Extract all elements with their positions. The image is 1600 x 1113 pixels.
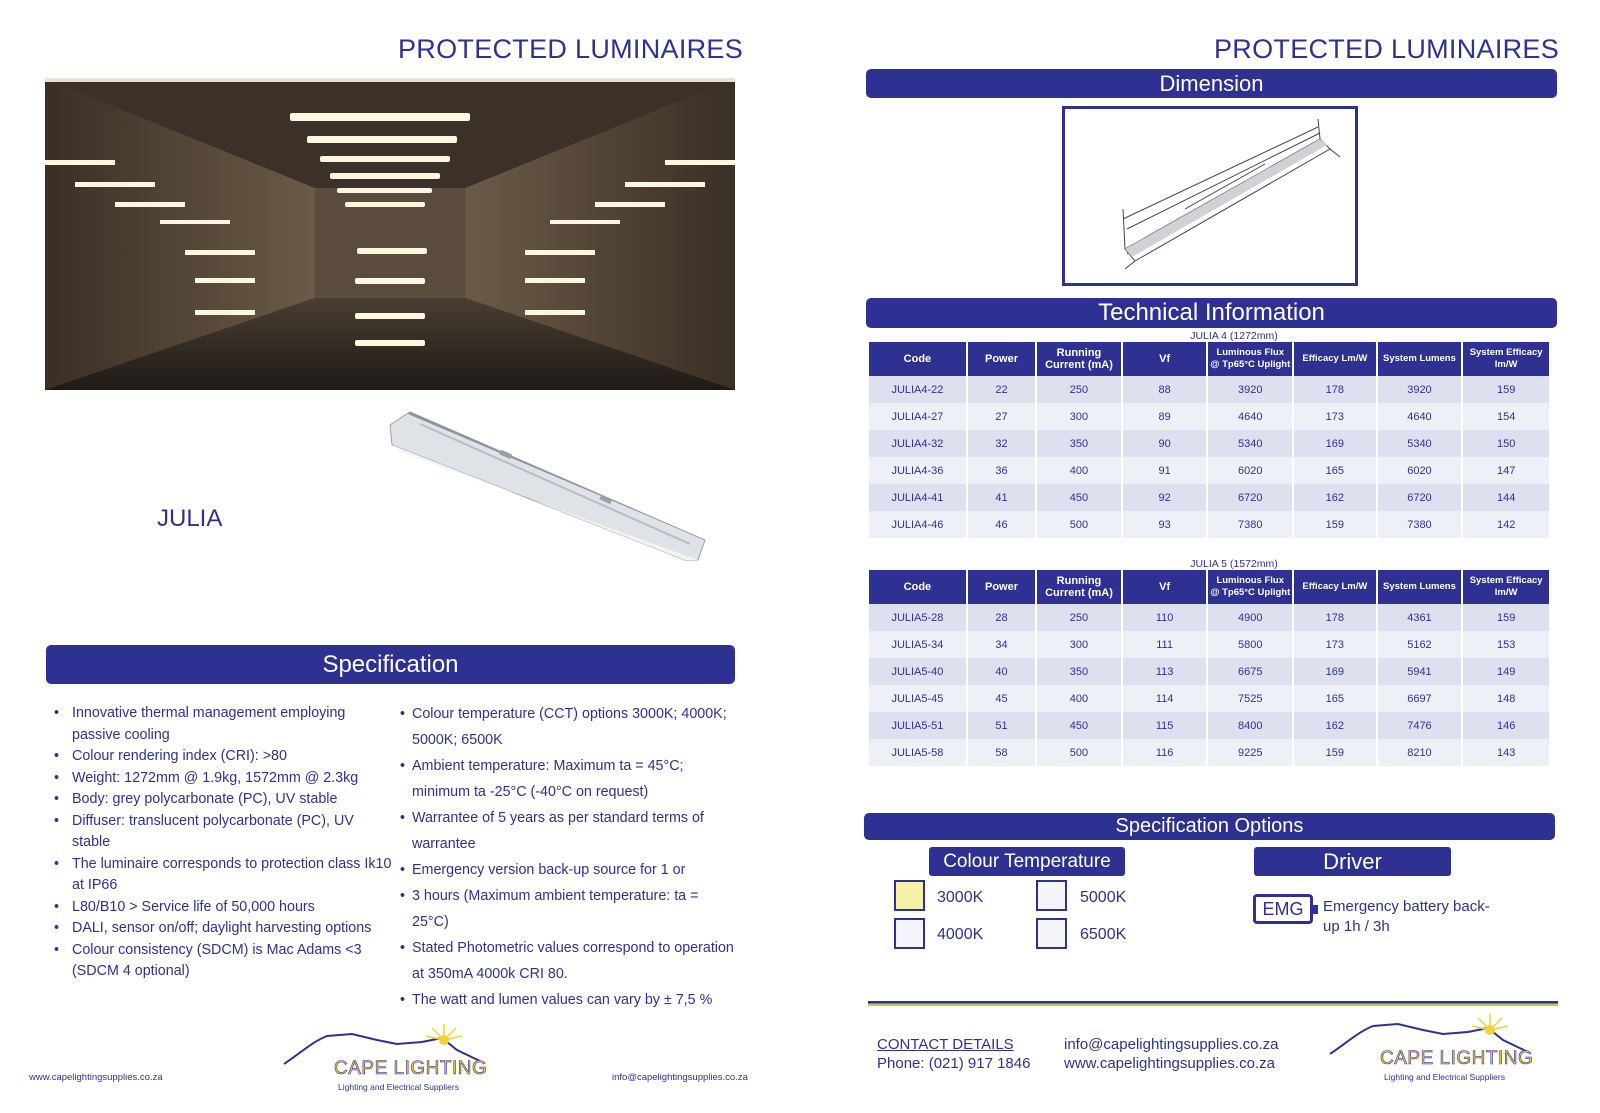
spec-item: • Weight: 1272mm @ 1.9kg, 1572mm @ 2.3kg	[50, 768, 395, 790]
table-cell: 149	[1462, 658, 1550, 685]
spec-item: • Innovative thermal management employing passive cooling	[50, 703, 395, 746]
header-text: Efficacy Lm/W	[1302, 581, 1368, 592]
table-cell: 159	[1462, 376, 1550, 403]
table-cell: 6697	[1377, 685, 1463, 712]
table-cell: 92	[1122, 484, 1208, 511]
header-text: lm/W	[1494, 587, 1518, 598]
contact-heading: CONTACT DETAILS	[877, 1036, 1014, 1053]
table-row	[869, 457, 1550, 484]
table-cell: 90	[1122, 430, 1208, 457]
table-row	[869, 631, 1550, 658]
dimension-band: Dimension	[866, 69, 1557, 98]
table-cell: 162	[1293, 712, 1377, 739]
table-cell: JULIA5-28	[869, 604, 967, 631]
table-cell: 110	[1122, 604, 1208, 631]
cape-lighting-logo-right	[1328, 1012, 1538, 1087]
table-cell: 147	[1462, 457, 1550, 484]
table-cell: 165	[1293, 457, 1377, 484]
specification-band: Specification	[46, 645, 735, 684]
table-header	[1122, 570, 1208, 604]
header-text: System Lumens	[1383, 353, 1456, 364]
table-cell: 5800	[1207, 631, 1293, 658]
table-cell: 7380	[1377, 511, 1463, 538]
table-cell: 5340	[1207, 430, 1293, 457]
table-header	[1462, 342, 1550, 376]
table-cell: 169	[1293, 430, 1377, 457]
julia5-technical-table	[869, 570, 1551, 766]
table-cell: 144	[1462, 484, 1550, 511]
header-text: Efficacy Lm/W	[1302, 353, 1368, 364]
header-text: System Lumens	[1383, 581, 1456, 592]
table-cell: 450	[1036, 484, 1122, 511]
table-cell: 91	[1122, 457, 1208, 484]
table-cell: JULIA5-45	[869, 685, 967, 712]
table-header	[1122, 342, 1208, 376]
table-row	[869, 739, 1550, 766]
footer-website: www.capelightingsupplies.co.za	[29, 1072, 163, 1083]
table-cell: 93	[1122, 511, 1208, 538]
table-cell: JULIA4-22	[869, 376, 967, 403]
table-header	[869, 570, 967, 604]
table-row	[869, 511, 1550, 538]
label-3000k: 3000K	[937, 889, 984, 906]
label-5000k: 5000K	[1080, 889, 1127, 906]
table-cell: 162	[1293, 484, 1377, 511]
driver-band: Driver	[1254, 847, 1451, 876]
spec-item: • Warrantee of 5 years as per standard terms of warrantee	[398, 805, 738, 857]
header-text: Power	[985, 581, 1019, 593]
spec-item: • Colour consistency (SDCM) is Mac Adams <3 (SDCM 4 optional)	[50, 940, 395, 983]
swatch-4000k	[894, 918, 925, 949]
table-row	[869, 658, 1550, 685]
specification-options-band: Specification Options	[864, 813, 1555, 840]
table-cell: 8210	[1377, 739, 1463, 766]
product-name: JULIA	[157, 505, 223, 532]
table-cell: 4640	[1207, 403, 1293, 430]
table-cell: 27	[967, 403, 1036, 430]
emg-battery-icon: EMG	[1253, 894, 1313, 924]
header-text: Code	[903, 581, 932, 593]
table-cell: 28	[967, 604, 1036, 631]
table-row	[869, 403, 1550, 430]
dimension-drawing	[1062, 106, 1358, 286]
header-text: Vf	[1159, 581, 1171, 593]
footer-email: info@capelightingsupplies.co.za	[612, 1072, 748, 1083]
table-cell: 169	[1293, 658, 1377, 685]
table-cell: JULIA4-46	[869, 511, 967, 538]
contact-email: info@capelightingsupplies.co.za	[1064, 1036, 1279, 1053]
table-cell: 88	[1122, 376, 1208, 403]
table-cell: 500	[1036, 511, 1122, 538]
header-text: Luminous Flux	[1216, 347, 1285, 358]
table-cell: 150	[1462, 430, 1550, 457]
table-cell: 4361	[1377, 604, 1463, 631]
table-row	[869, 430, 1550, 457]
swatch-6500k	[1036, 918, 1067, 949]
table-cell: JULIA4-32	[869, 430, 967, 457]
header-text: Vf	[1159, 353, 1171, 365]
spec-item: • Colour rendering index (CRI): >80	[50, 746, 395, 768]
julia-luminaire-image	[380, 400, 730, 580]
table-cell: 41	[967, 484, 1036, 511]
table-cell: 178	[1293, 376, 1377, 403]
table-row	[869, 604, 1550, 631]
table-cell: 143	[1462, 739, 1550, 766]
spec-item: • Body: grey polycarbonate (PC), UV stable	[50, 789, 395, 811]
header-text: Code	[903, 353, 932, 365]
table-cell: 114	[1122, 685, 1208, 712]
table-cell: 6675	[1207, 658, 1293, 685]
table-cell: 32	[967, 430, 1036, 457]
spec-item: • DALI, sensor on/off; daylight harvesting options	[50, 918, 395, 940]
logo-name: CAPE LIGHTING	[334, 1058, 488, 1079]
table-cell: 8400	[1207, 712, 1293, 739]
swatch-3000k	[894, 880, 925, 911]
tunnel-photo	[45, 78, 735, 390]
table-cell: JULIA5-58	[869, 739, 967, 766]
spec-item: • Ambient temperature: Maximum ta = 45°C; minimum ta -25°C (-40°C on request)	[398, 753, 738, 805]
table-cell: 4640	[1377, 403, 1463, 430]
spec-item: • The watt and lumen values can vary by ± 7,5 %	[398, 987, 738, 1013]
table-cell: 173	[1293, 631, 1377, 658]
header-text: Current (mA)	[1045, 359, 1113, 371]
table-cell: 34	[967, 631, 1036, 658]
table-cell: 178	[1293, 604, 1377, 631]
table-cell: 400	[1036, 685, 1122, 712]
driver-description: Emergency battery back-up 1h / 3h	[1323, 898, 1490, 935]
table-cell: 6020	[1377, 457, 1463, 484]
header-text: Running	[1056, 347, 1102, 359]
table-cell: 450	[1036, 712, 1122, 739]
table-cell: 7525	[1207, 685, 1293, 712]
table-cell: 6720	[1377, 484, 1463, 511]
table-cell: 5941	[1377, 658, 1463, 685]
table-cell: 159	[1293, 739, 1377, 766]
logo-name: CAPE LIGHTING	[1380, 1048, 1534, 1069]
table-cell: 3920	[1207, 376, 1293, 403]
table-cell: 45	[967, 685, 1036, 712]
table2-caption: JULIA 5 (1572mm)	[1190, 558, 1278, 570]
table-cell: JULIA5-51	[869, 712, 967, 739]
table-cell: 58	[967, 739, 1036, 766]
table1-caption: JULIA 4 (1272mm)	[1190, 330, 1278, 342]
table-cell: 111	[1122, 631, 1208, 658]
table-header	[1036, 342, 1122, 376]
table-cell: 300	[1036, 403, 1122, 430]
table-cell: JULIA5-34	[869, 631, 967, 658]
cape-lighting-logo-left	[282, 1022, 492, 1097]
table-cell: 250	[1036, 376, 1122, 403]
contact-phone: Phone: (021) 917 1846	[877, 1055, 1031, 1072]
table-cell: 116	[1122, 739, 1208, 766]
table-header	[1207, 342, 1293, 376]
table-cell: 154	[1462, 403, 1550, 430]
table-cell: 7476	[1377, 712, 1463, 739]
spec-item: • The luminaire corresponds to protection class Ik10 at IP66	[50, 854, 395, 897]
table-cell: 6720	[1207, 484, 1293, 511]
table-cell: 500	[1036, 739, 1122, 766]
table-header	[1293, 342, 1377, 376]
table-cell: 5340	[1377, 430, 1463, 457]
header-text: @ Tp65°C Uplight	[1210, 359, 1291, 370]
logo-tagline: Lighting and Electrical Suppliers	[338, 1082, 459, 1092]
table-header	[1377, 342, 1463, 376]
header-text: lm/W	[1494, 359, 1518, 370]
spec-item: • Stated Photometric values correspond to operation at 350mA 4000k CRI 80.	[398, 935, 738, 987]
table-header	[967, 570, 1036, 604]
table-cell: 9225	[1207, 739, 1293, 766]
table-cell: 400	[1036, 457, 1122, 484]
table-cell: 6020	[1207, 457, 1293, 484]
table-cell: JULIA4-36	[869, 457, 967, 484]
right-page-title: PROTECTED LUMINAIRES	[1214, 34, 1560, 64]
table-cell: 148	[1462, 685, 1550, 712]
spec-item: • L80/B10 > Service life of 50,000 hours	[50, 897, 395, 919]
colour-temperature-band: Colour Temperature	[929, 847, 1125, 876]
table-cell: 5162	[1377, 631, 1463, 658]
table-cell: 142	[1462, 511, 1550, 538]
table-header	[1462, 570, 1550, 604]
table-header	[1036, 570, 1122, 604]
label-6500k: 6500K	[1080, 926, 1127, 943]
logo-tagline: Lighting and Electrical Suppliers	[1384, 1072, 1505, 1082]
spec-item: • 3 hours (Maximum ambient temperature: ta = 25°C)	[398, 883, 738, 935]
spec-item: • Emergency version back-up source for 1 or	[398, 857, 738, 883]
table-cell: 7380	[1207, 511, 1293, 538]
julia4-technical-table	[869, 342, 1551, 538]
table-cell: JULIA4-41	[869, 484, 967, 511]
table-cell: 250	[1036, 604, 1122, 631]
table-cell: 36	[967, 457, 1036, 484]
header-text: Current (mA)	[1045, 587, 1113, 599]
table-cell: 300	[1036, 631, 1122, 658]
table-cell: 22	[967, 376, 1036, 403]
contact-website: www.capelightingsupplies.co.za	[1064, 1055, 1275, 1072]
table-cell: 146	[1462, 712, 1550, 739]
specification-list-right	[398, 701, 738, 1013]
table-cell: 4900	[1207, 604, 1293, 631]
left-page-title: PROTECTED LUMINAIRES	[398, 34, 744, 64]
table-cell: 173	[1293, 403, 1377, 430]
table-cell: 51	[967, 712, 1036, 739]
header-text: @ Tp65°C Uplight	[1210, 587, 1291, 598]
table-cell: 115	[1122, 712, 1208, 739]
spec-item: • Colour temperature (CCT) options 3000K; 4000K; 5000K; 6500K	[398, 701, 738, 753]
table-header	[1377, 570, 1463, 604]
table-header	[967, 342, 1036, 376]
table-header	[1207, 570, 1293, 604]
swatch-5000k	[1036, 880, 1067, 911]
table-cell: 350	[1036, 430, 1122, 457]
table-row	[869, 484, 1550, 511]
table-cell: 159	[1462, 604, 1550, 631]
footer-rule	[868, 1001, 1558, 1006]
header-text: Power	[985, 353, 1019, 365]
table-cell: 350	[1036, 658, 1122, 685]
table-cell: JULIA5-40	[869, 658, 967, 685]
table-header	[1293, 570, 1377, 604]
table-cell: 40	[967, 658, 1036, 685]
header-text: Luminous Flux	[1216, 575, 1285, 586]
header-text: Running	[1056, 575, 1102, 587]
table-cell: 46	[967, 511, 1036, 538]
technical-information-band: Technical Information	[866, 298, 1557, 328]
table-row	[869, 685, 1550, 712]
label-4000k: 4000K	[937, 926, 984, 943]
table-cell: 153	[1462, 631, 1550, 658]
table-header	[869, 342, 967, 376]
table-row	[869, 376, 1550, 403]
table-row	[869, 712, 1550, 739]
header-text: System Efficacy	[1469, 575, 1543, 586]
table-cell: 89	[1122, 403, 1208, 430]
table-cell: JULIA4-27	[869, 403, 967, 430]
specification-list-left	[50, 703, 395, 983]
header-text: System Efficacy	[1469, 347, 1543, 358]
table-cell: 3920	[1377, 376, 1463, 403]
spec-item: • Diffuser: translucent polycarbonate (PC), UV stable	[50, 811, 395, 854]
table-cell: 165	[1293, 685, 1377, 712]
table-cell: 113	[1122, 658, 1208, 685]
table-cell: 159	[1293, 511, 1377, 538]
